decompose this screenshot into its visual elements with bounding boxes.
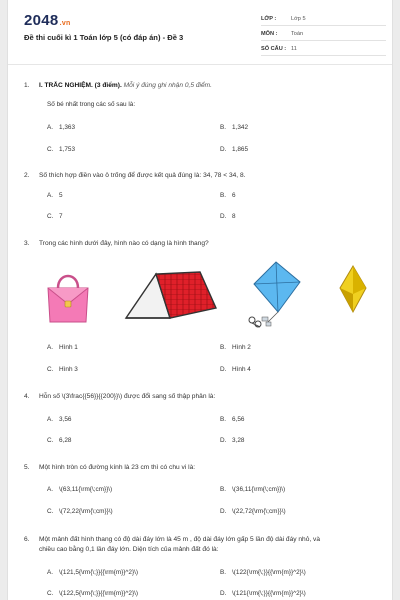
header-divider: [8, 64, 392, 65]
question-1-subtext: Số bé nhất trong các số sau là:: [47, 101, 136, 108]
option-b[interactable]: B. 1,342: [220, 124, 248, 131]
option-a[interactable]: A. 3,56: [47, 416, 72, 423]
kite-figure: [238, 260, 304, 332]
question-3: 3. Trong các hình dưới đây, hình nào có dạng là hình thang?: [24, 240, 209, 247]
option-a[interactable]: A. Hình 1: [47, 344, 78, 351]
site-logo[interactable]: 2048.vn: [24, 12, 71, 29]
option-d[interactable]: D. Hình 4: [220, 366, 251, 373]
option-a[interactable]: A. 5: [47, 192, 63, 199]
option-b[interactable]: B. 6,56: [220, 416, 245, 423]
option-d[interactable]: D. \(121{\rm{\;}}{{\rm{m}}^2}\): [220, 590, 306, 597]
option-c[interactable]: C. 1,753: [47, 146, 75, 153]
question-4: 4. Hỗn số \(3\frac{{56}}{{200}}\) được đổi sang số thập phân là:: [24, 393, 216, 400]
meta-count: SỐ CÂU : 11: [261, 44, 386, 56]
option-b[interactable]: B. \(36,11{\rm{\;cm}}\): [220, 486, 286, 493]
option-d[interactable]: D. \(22,72{\rm{\;cm}}\): [220, 508, 286, 515]
question-6: 6. Một mảnh đất hình thang có độ dài đáy lớn là 45 m , độ dài đáy lớn gấp 5 lần độ dài đáy nhỏ, và chiều cao bằng 0,1 lần đáy lớn. Diện tích của mảnh đất đó là:: [24, 536, 321, 553]
roof-figure: [120, 270, 220, 326]
question-1: 1. I. TRẮC NGHIỆM. (3 điểm). Mỗi ý đúng ghi nhận 0,5 điểm.: [24, 81, 382, 91]
option-c[interactable]: C. 7: [47, 213, 63, 220]
option-c[interactable]: C. \(122,5{\rm{\;}}{{\rm{m}}^2}\): [47, 590, 139, 597]
handbag-figure: [44, 268, 92, 326]
option-c[interactable]: C. \(72,22{\rm{\;cm}}\): [47, 508, 113, 515]
option-a[interactable]: A. 1,363: [47, 124, 75, 131]
option-d[interactable]: D. 8: [220, 213, 236, 220]
exam-page: [7, 0, 393, 600]
option-a[interactable]: A. \(121,5{\rm{\;}}{{\rm{m}}^2}\): [47, 569, 139, 576]
page-title: Đề thi cuối kì 1 Toán lớp 5 (có đáp án) - Đề 3: [24, 33, 184, 42]
meta-class: LỚP : Lớp 5: [261, 14, 386, 26]
question-2: 2. Số thích hợp điền vào ô trống để được kết quả đúng là: 34, 78 < 34, 8.: [24, 172, 246, 179]
exam-header: [8, 0, 392, 66]
option-d[interactable]: D. 1,865: [220, 146, 248, 153]
diamond-figure: [338, 264, 368, 314]
option-b[interactable]: B. Hình 2: [220, 344, 251, 351]
option-a[interactable]: A. \(63,11{\rm{\;cm}}\): [47, 486, 113, 493]
question-text: I. TRẮC NGHIỆM. (3 điểm). Mỗi ý đúng ghi nhận 0,5 điểm.: [39, 82, 212, 89]
option-c[interactable]: C. Hình 3: [47, 366, 78, 373]
option-b[interactable]: B. \(122{\rm{\;}}{{\rm{m}}^2}\): [220, 569, 306, 576]
option-d[interactable]: D. 3,28: [220, 437, 245, 444]
option-b[interactable]: B. 6: [220, 192, 236, 199]
meta-subject: MÔN : Toán: [261, 29, 386, 41]
question-5: 5. Một hình tròn có đường kính là 23 cm thì có chu vi là:: [24, 464, 196, 471]
option-c[interactable]: C. 6,28: [47, 437, 72, 444]
